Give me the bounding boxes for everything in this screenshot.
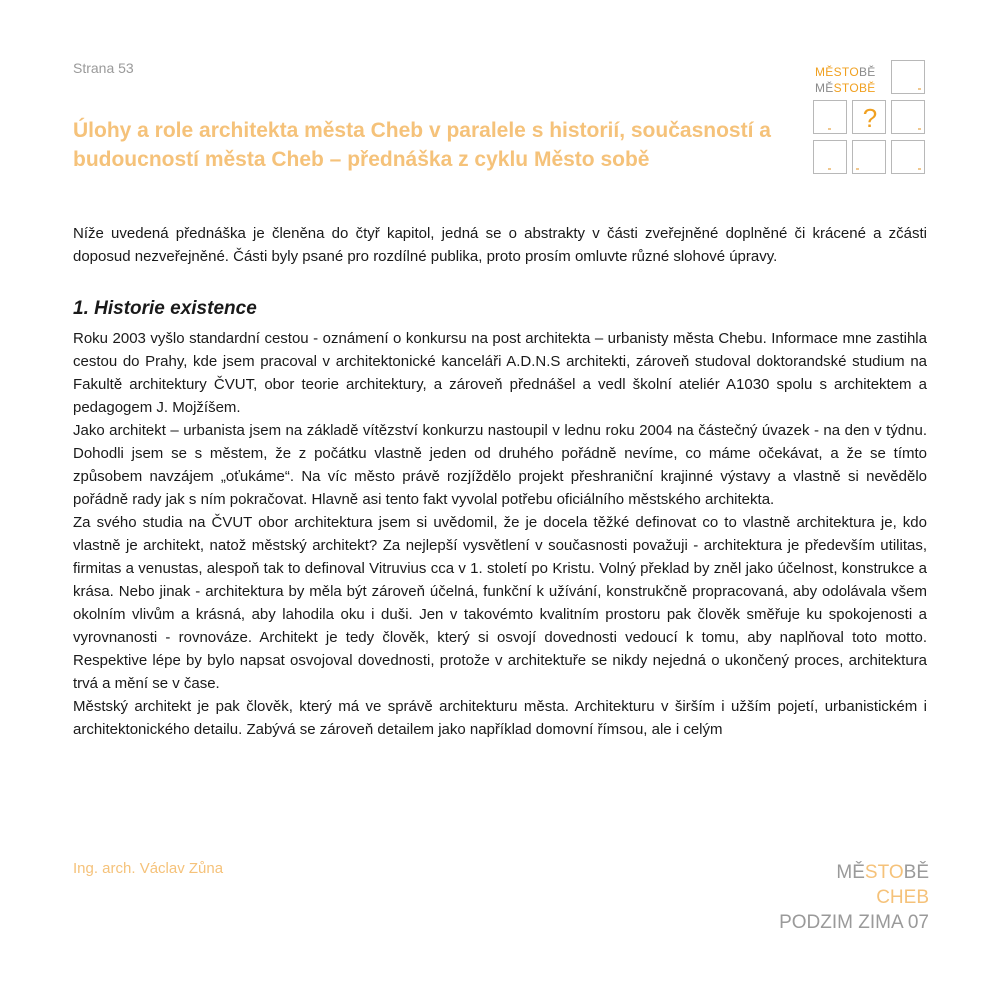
body-paragraph: Jako architekt – urbanista jsem na základě vítězství konkurzu nastoupil v lednu roku 2004 na částečný úvazek - na den v týdnu. Dohodli jsem se s městem, že z počátku vlastně jeden od druhého pořádně nevíme, co máme očekávat, a že se tímto způsobem navzájem „oťukáme“. Na víc město právě rozjíždělo projekt přeshraniční krajinné výstavy a vlastně si nevědělo pořádně rady jak s ním pokračovat. Hlavně asi tento fakt vyvolal potřebu oficiálního městského architekta. [73, 422, 927, 508]
body-paragraph: Městský architekt je pak člověk, který má ve správě architekturu města. Architekturu v širším i užším pojetí, urbanistickém i architektonického detailu. Zabývá se zároveň detailem jako například domovní římsou, ale i celým [73, 698, 927, 738]
logo-grid-cell [813, 140, 847, 174]
body-paragraph: Za svého studia na ČVUT obor architektura jsem si uvědomil, že je docela těžké definovat co to vlastně architektura je, kdo vlastně je architekt, natož městský architekt? Za nejlepší vysvětlení v současnosti považuji - architektura je především utilitas, firmitas a venustas, alespoň tak to definoval Vitruvius cca v 1. století po Kristu. Volný překlad by zněl jako účelnost, konstrukce a krása. Nebo jinak - architektura by měla být zároveň účelná, funkční k užívání, konstrukčně propracovaná, aby odolávala všem okolním vlivům a krásná, aby lahodila oku i duši. Jen v takovémto kvalitním prostoru pak člověk směřuje ku spokojenosti a vyrovnanosti - rovnováze. Architekt je tedy člověk, který si osvojí dovednosti vedoucí k tomu, aby naplňoval toto motto. Respektive lépe by bylo napsat osvojoval dovednosti, protože v architektuře se nikdy nejedná o ukončený proces, architektura trvá a mění se v čase. [73, 514, 927, 692]
section-heading: 1. Historie existence [73, 298, 257, 319]
logo-grid-cell [891, 140, 925, 174]
logo-question-cell [852, 100, 886, 134]
page-title: Úlohy a role architekta města Cheb v paralele s historií, současností a budoucností města Cheb – přednáška z cyklu Město sobě [73, 119, 771, 171]
logo-text-cell [813, 60, 885, 94]
logo-line-1: MĚSTOBĚ [815, 65, 876, 79]
footer-brand-line-1: MĚSTOBĚ [836, 862, 929, 883]
author-name: Ing. arch. Václav Zůna [73, 860, 224, 877]
footer-brand-season: PODZIM ZIMA 07 [779, 912, 929, 933]
logo-grid-cell [813, 100, 847, 134]
logo-grid-cell [891, 100, 925, 134]
logo-grid-cell [891, 60, 925, 94]
footer-brand [779, 860, 929, 935]
body-paragraph: Roku 2003 vyšlo standardní cestou - oznámení o konkursu na post architekta – urbanisty města Chebu. Informace mne zastihla cestou do Prahy, kde jsem pracoval v architektonické kanceláři A.D.N.S architekti, zároveň studoval doktorandské studium na Fakultě architektury ČVUT, obor teorie architektury, a zároveň přednášel a vedl školní ateliér A1030 spolu s architektem a pedagogem J. Mojžíšem. [73, 330, 927, 416]
question-mark-icon: ? [862, 103, 878, 133]
footer-brand-city: CHEB [876, 887, 929, 908]
intro-paragraph: Níže uvedená přednáška je členěna do čtyř kapitol, jedná se o abstrakty v části zveřejněné doplněné či krácené a zčásti doposud nezveřejněné. Části byly psané pro rozdílné publika, proto prosím omluvte různé slohové úpravy. [73, 225, 927, 265]
logo-grid-cell [852, 140, 886, 174]
section-body [73, 327, 927, 741]
logo-line-2: MĚSTOBĚ [815, 81, 876, 95]
mesto-sobe-logo [813, 60, 931, 178]
page-number: Strana 53 [73, 60, 134, 76]
